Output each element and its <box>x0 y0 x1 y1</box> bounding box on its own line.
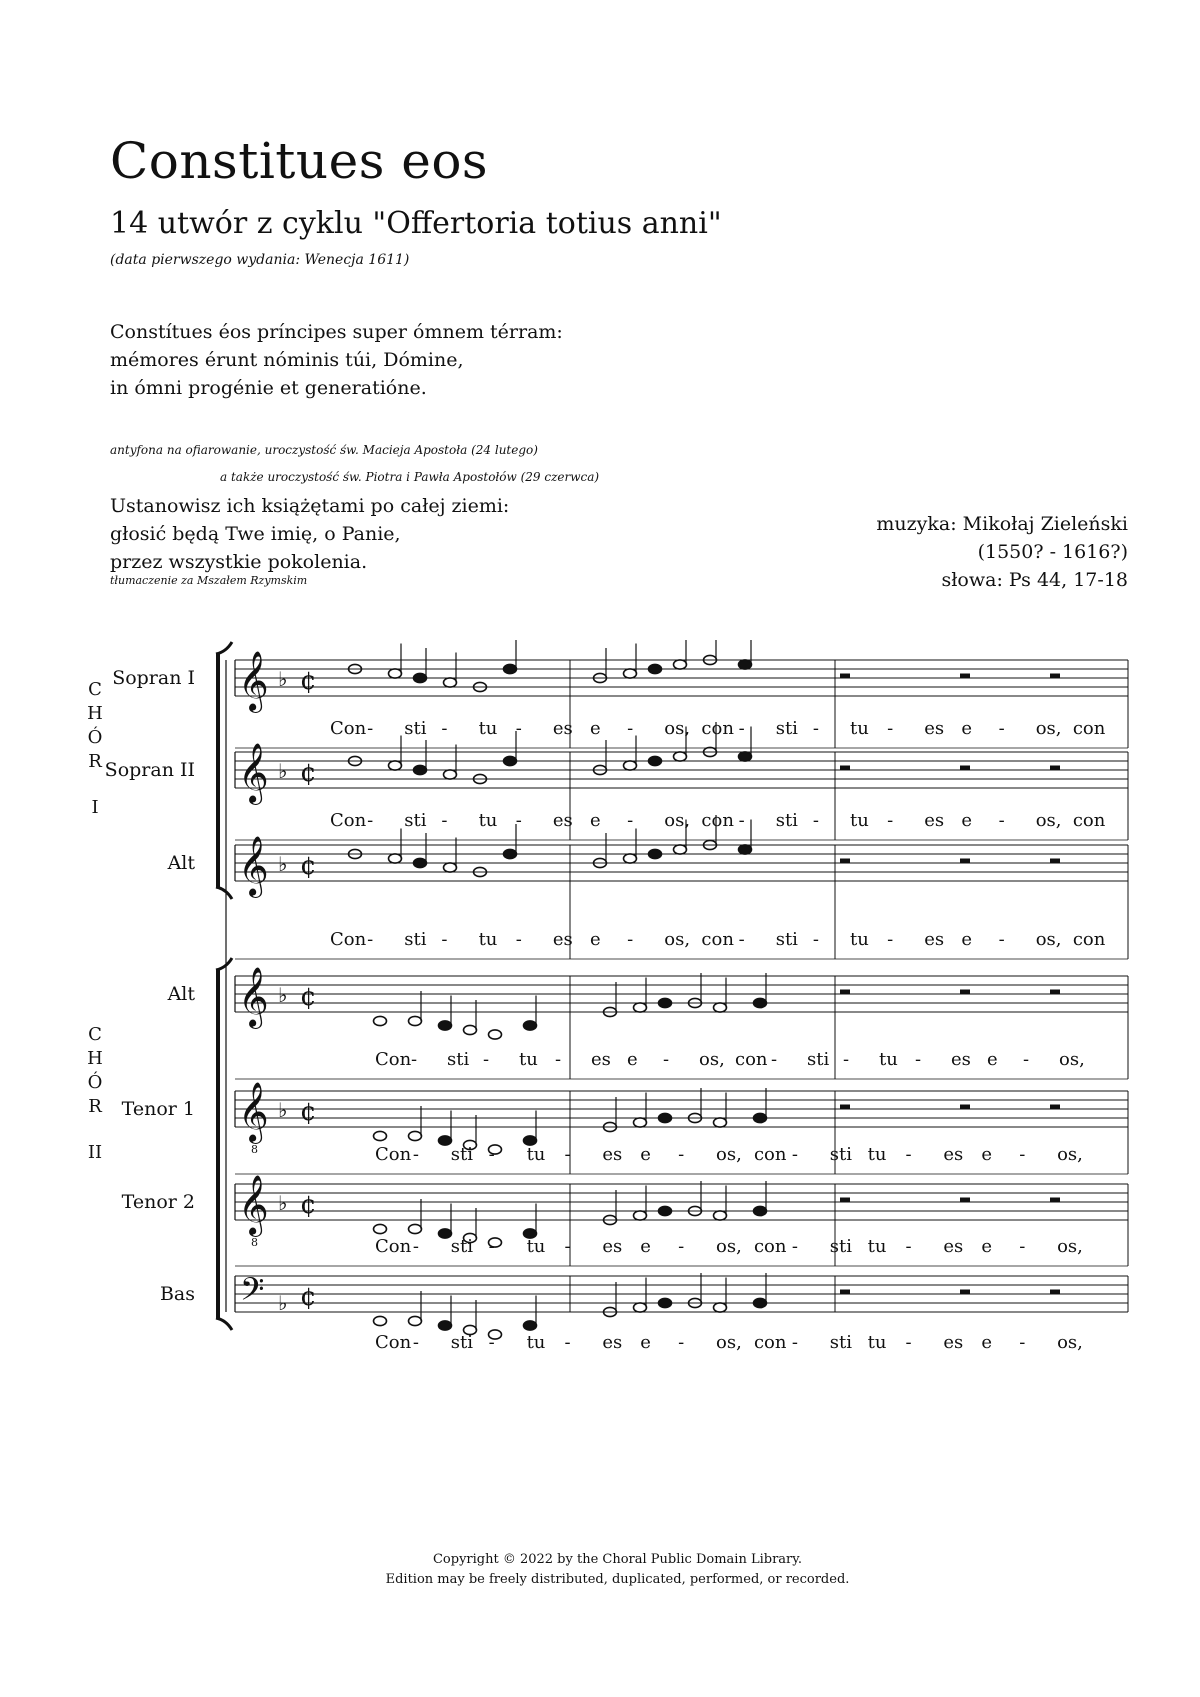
bass-clef-icon: 𝄢 <box>240 1271 265 1315</box>
latin-text <box>110 318 563 402</box>
cut-time-icon: ¢ <box>300 666 317 696</box>
note-head <box>634 1211 647 1220</box>
rest <box>1050 859 1060 864</box>
choir-number: I <box>91 797 99 818</box>
lyric-syllable: - <box>738 810 745 831</box>
rest <box>960 1290 970 1295</box>
lyric-syllable: os, <box>699 1049 725 1070</box>
treble-clef-icon: 𝄞 <box>238 743 269 803</box>
treble-clef-icon: 𝄞 <box>238 1175 269 1235</box>
cut-time-icon: ¢ <box>300 851 317 881</box>
lyric-syllable: - <box>564 1236 571 1257</box>
note-head <box>754 1113 767 1122</box>
lyric-syllable: - <box>678 1144 685 1165</box>
rest <box>1050 1198 1060 1203</box>
first-edition-note: (data pierwszego wydania: Wenecja 1611) <box>110 252 410 268</box>
note-head <box>714 1211 727 1220</box>
lyric-syllable: sti <box>450 1236 474 1257</box>
choir-2-bracket-top <box>216 958 232 970</box>
note-head <box>624 854 637 863</box>
treble-clef-icon: 𝄞 <box>238 651 269 711</box>
lyric-syllable: con <box>1072 810 1106 831</box>
lyric-syllable: - <box>564 1144 571 1165</box>
note-head <box>649 756 662 765</box>
lyric-syllable: con <box>1072 929 1106 950</box>
lyric-syllable: tu <box>867 1236 887 1257</box>
lyric-syllable: - <box>411 1049 418 1070</box>
lyric-syllable: Con <box>330 929 367 950</box>
note-head <box>739 660 752 669</box>
lyric-syllable: - <box>915 1049 922 1070</box>
lyric-syllable: - <box>441 810 448 831</box>
note-head <box>374 1316 387 1325</box>
note-head <box>439 1321 452 1330</box>
rest <box>840 990 850 995</box>
lyric-syllable: - <box>488 1144 495 1165</box>
cut-time-icon: ¢ <box>300 758 317 788</box>
key-signature-flat-icon: ♭ <box>278 667 288 691</box>
key-signature-flat-icon: ♭ <box>278 1291 288 1315</box>
lyric-syllable: - <box>812 810 819 831</box>
score-system <box>0 640 1200 1400</box>
lyric-syllable: e <box>590 718 601 739</box>
lyric-syllable: sti <box>775 718 798 739</box>
latin-line: mémores érunt nóminis túi, Dómine, <box>110 349 464 371</box>
lyric-syllable: - <box>905 1332 912 1353</box>
lyric-syllable: es <box>924 810 945 831</box>
choir-label-letter: H <box>87 1048 103 1069</box>
lyric-syllable: - <box>791 1144 798 1165</box>
lyric-syllable: - <box>441 929 448 950</box>
note-head <box>714 1118 727 1127</box>
lyric-syllable: os, <box>1057 1332 1083 1353</box>
lyric-syllable: Con <box>375 1236 412 1257</box>
lyric-syllable: - <box>998 929 1005 950</box>
lyric-syllable: - <box>791 1332 798 1353</box>
lyric-syllable: - <box>905 1144 912 1165</box>
lyric-syllable: - <box>998 810 1005 831</box>
note-head <box>754 1206 767 1215</box>
composer-dates: (1550? - 1616?) <box>977 541 1128 563</box>
lyric-syllable: Con <box>375 1144 412 1165</box>
note-head <box>524 1021 537 1030</box>
note-head <box>739 752 752 761</box>
note-head <box>439 1136 452 1145</box>
rest <box>840 859 850 864</box>
note-head <box>444 678 457 687</box>
rest <box>1050 674 1060 679</box>
polish-line: przez wszystkie pokolenia. <box>110 551 368 573</box>
lyric-syllable: Con <box>375 1332 412 1353</box>
lyric-syllable: os, <box>1035 718 1062 739</box>
lyric-syllable: - <box>1019 1236 1026 1257</box>
treble-clef-icon: 𝄞 <box>238 1082 269 1142</box>
lyric-syllable: es <box>924 929 945 950</box>
choir-label-letter: H <box>87 703 103 724</box>
rest <box>840 1290 850 1295</box>
lyric-syllable: con <box>753 1236 787 1257</box>
lyric-syllable: - <box>843 1049 850 1070</box>
note-head <box>444 770 457 779</box>
lyric-syllable: os, <box>716 1236 742 1257</box>
lyric-syllable: os, <box>1035 929 1062 950</box>
lyric-syllable: - <box>771 1049 778 1070</box>
copyright-line: Copyright © 2022 by the Choral Public Domain Library. <box>432 1552 803 1567</box>
cut-time-icon: ¢ <box>300 982 317 1012</box>
key-signature-flat-icon: ♭ <box>278 1191 288 1215</box>
voice-name: Sopran II <box>104 759 195 781</box>
choir-label-letter: Ó <box>87 1072 103 1093</box>
voice-name: Tenor 1 <box>121 1098 195 1120</box>
note-head <box>659 1298 672 1307</box>
note-head <box>659 1113 672 1122</box>
lyric-syllable: con <box>753 1332 787 1353</box>
voice-name: Sopran I <box>112 667 195 689</box>
lyric-syllable: e <box>961 718 973 739</box>
copyright-footer <box>0 1550 1200 1590</box>
lyric-syllable: tu <box>867 1332 887 1353</box>
lyric-syllable: sti <box>450 1332 474 1353</box>
lyric-syllable: e <box>981 1332 992 1353</box>
lyric-syllable: sti <box>829 1332 852 1353</box>
lyric-syllable: e <box>640 1332 651 1353</box>
lyric-syllable: - <box>564 1332 571 1353</box>
choir-label-letter: R <box>88 1096 102 1117</box>
note-head <box>659 1206 672 1215</box>
lyric-syllable: e <box>961 929 973 950</box>
lyric-syllable: - <box>441 718 448 739</box>
lyric-syllable: os, <box>664 929 691 950</box>
rest <box>1050 766 1060 771</box>
lyric-syllable: e <box>640 1144 651 1165</box>
lyric-syllable: es <box>591 1049 611 1070</box>
voice-name: Bas <box>159 1283 195 1305</box>
lyric-syllable: - <box>515 718 522 739</box>
lyric-syllable: tu <box>850 810 869 831</box>
note-head <box>374 1224 387 1233</box>
lyric-syllable: - <box>515 810 522 831</box>
lyric-syllable: os, <box>664 718 691 739</box>
note-head <box>739 845 752 854</box>
lyric-syllable: sti <box>404 718 427 739</box>
treble-clef-icon: 𝄞 <box>238 967 269 1027</box>
rest <box>960 859 970 864</box>
lyric-syllable: con <box>1072 718 1106 739</box>
lyric-syllable: - <box>367 718 374 739</box>
lyric-syllable: os, <box>716 1144 742 1165</box>
note-head <box>504 756 517 765</box>
note-head <box>409 1224 422 1233</box>
credits-block <box>876 510 1128 594</box>
choir-1-bracket-top <box>216 642 232 654</box>
key-signature-flat-icon: ♭ <box>278 1098 288 1122</box>
choir-number: II <box>87 1142 103 1163</box>
lyric-syllable: sti <box>829 1236 852 1257</box>
note-head <box>389 761 402 770</box>
lyric-syllable: sti <box>404 810 427 831</box>
lyric-syllable: - <box>1019 1332 1026 1353</box>
note-head <box>659 998 672 1007</box>
lyric-syllable: - <box>887 810 894 831</box>
note-head <box>464 1025 477 1034</box>
note-head <box>414 858 427 867</box>
rest <box>960 674 970 679</box>
lyric-syllable: - <box>812 929 819 950</box>
note-head <box>409 1016 422 1025</box>
lyric-syllable: - <box>905 1236 912 1257</box>
choir-2-bracket-bottom <box>216 1318 232 1330</box>
lyric-syllable: - <box>367 929 374 950</box>
lyric-syllable: sti <box>404 929 427 950</box>
rest <box>960 1198 970 1203</box>
polish-line: głosić będą Twe imię, o Panie, <box>110 523 401 545</box>
choir-label-letter: C <box>88 679 102 700</box>
note-head <box>439 1229 452 1238</box>
lyric-syllable: e <box>590 929 601 950</box>
lyric-syllable: - <box>791 1236 798 1257</box>
lyric-syllable: es <box>943 1236 964 1257</box>
lyric-syllable: - <box>678 1332 685 1353</box>
lyric-syllable: sti <box>447 1049 470 1070</box>
rest <box>840 674 850 679</box>
lyric-syllable: tu <box>478 810 498 831</box>
lyric-syllable: con <box>753 1144 787 1165</box>
rest <box>960 766 970 771</box>
translation-source-note: tłumaczenie za Mszałem Rzymskim <box>110 574 308 587</box>
note-head <box>649 849 662 858</box>
lyric-syllable: - <box>627 718 634 739</box>
lyric-syllable: Con <box>375 1049 412 1070</box>
liturgical-note-continued: a także uroczystość św. Piotra i Pawła Apostołów (29 czerwca) <box>220 470 600 484</box>
lyric-syllable: - <box>1023 1049 1030 1070</box>
lyric-syllable: sti <box>807 1049 830 1070</box>
lyric-syllable: tu <box>519 1049 538 1070</box>
note-head <box>674 752 687 761</box>
octave-mark: 8 <box>251 1143 258 1156</box>
lyric-syllable: tu <box>526 1144 546 1165</box>
note-head <box>414 765 427 774</box>
lyric-syllable: es <box>943 1332 964 1353</box>
lyric-syllable: - <box>483 1049 490 1070</box>
lyric-syllable: - <box>663 1049 670 1070</box>
key-signature-flat-icon: ♭ <box>278 852 288 876</box>
latin-line: in ómni progénie et generatióne. <box>110 377 427 399</box>
lyric-syllable: con <box>701 718 734 739</box>
lyric-syllable: - <box>412 1144 419 1165</box>
lyric-syllable: - <box>367 810 374 831</box>
lyric-syllable: os, <box>1057 1236 1083 1257</box>
cut-time-icon: ¢ <box>300 1190 317 1220</box>
lyric-syllable: tu <box>850 718 869 739</box>
lyric-syllable: tu <box>867 1144 887 1165</box>
lyric-syllable: es <box>602 1144 623 1165</box>
voice-name: Alt <box>167 983 195 1005</box>
note-head <box>714 1003 727 1012</box>
lyric-syllable: - <box>412 1332 419 1353</box>
lyric-syllable: - <box>887 929 894 950</box>
lyric-syllable: sti <box>829 1144 852 1165</box>
note-head <box>714 1303 727 1312</box>
note-head <box>374 1016 387 1025</box>
cut-time-icon: ¢ <box>300 1282 317 1312</box>
rest <box>960 990 970 995</box>
lyric-syllable: con <box>701 810 734 831</box>
lyric-syllable: e <box>627 1049 638 1070</box>
lyric-syllable: es <box>924 718 945 739</box>
rest <box>1050 990 1060 995</box>
rest <box>840 1198 850 1203</box>
music-score <box>0 640 1200 1400</box>
polish-line: Ustanowisz ich książętami po całej ziemi: <box>110 495 510 517</box>
note-head <box>389 669 402 678</box>
note-head <box>649 664 662 673</box>
voice-name: Alt <box>167 852 195 874</box>
polish-translation <box>110 492 509 576</box>
latin-line: Constítues éos príncipes super ómnem térram: <box>110 321 563 343</box>
page-subtitle: 14 utwór z cyklu "Offertoria totius anni" <box>110 206 722 241</box>
lyric-syllable: - <box>738 718 745 739</box>
note-head <box>504 849 517 858</box>
note-head <box>489 1030 502 1039</box>
lyric-syllable: - <box>1019 1144 1026 1165</box>
note-head <box>674 845 687 854</box>
note-head <box>409 1316 422 1325</box>
key-signature-flat-icon: ♭ <box>278 983 288 1007</box>
lyric-syllable: - <box>627 810 634 831</box>
lyric-syllable: - <box>998 718 1005 739</box>
lyric-syllable: Con <box>330 810 367 831</box>
note-head <box>754 1298 767 1307</box>
note-head <box>444 863 457 872</box>
lyric-syllable: e <box>981 1144 992 1165</box>
note-head <box>409 1131 422 1140</box>
lyric-syllable: tu <box>478 929 498 950</box>
lyric-syllable: es <box>602 1332 623 1353</box>
lyric-syllable: - <box>488 1236 495 1257</box>
lyric-syllable: os, <box>664 810 691 831</box>
words-credit: słowa: Ps 44, 17-18 <box>941 569 1128 591</box>
rest <box>960 1105 970 1110</box>
note-head <box>524 1321 537 1330</box>
rest <box>840 766 850 771</box>
page-title: Constitues eos <box>110 132 489 190</box>
liturgical-note: antyfona na ofiarowanie, uroczystość św. Macieja Apostoła (24 lutego) <box>110 443 538 457</box>
lyric-syllable: con <box>735 1049 768 1070</box>
note-head <box>674 660 687 669</box>
treble-clef-icon: 𝄞 <box>238 836 269 896</box>
lyric-syllable: es <box>552 810 573 831</box>
choir-1-bracket-bottom <box>216 887 232 899</box>
lyric-syllable: e <box>987 1049 998 1070</box>
lyric-syllable: e <box>981 1236 992 1257</box>
lyric-syllable: es <box>951 1049 971 1070</box>
rest <box>1050 1290 1060 1295</box>
lyric-syllable: e <box>590 810 601 831</box>
note-head <box>374 1131 387 1140</box>
lyric-syllable: sti <box>775 810 798 831</box>
lyric-syllable: es <box>943 1144 964 1165</box>
note-head <box>504 664 517 673</box>
lyric-syllable: - <box>738 929 745 950</box>
note-head <box>624 669 637 678</box>
octave-mark: 8 <box>251 1236 258 1249</box>
lyric-syllable: e <box>640 1236 651 1257</box>
note-head <box>439 1021 452 1030</box>
lyric-syllable: tu <box>478 718 498 739</box>
lyric-syllable: es <box>602 1236 623 1257</box>
lyric-syllable: - <box>887 718 894 739</box>
lyric-syllable: os, <box>1035 810 1062 831</box>
lyric-syllable: - <box>627 929 634 950</box>
license-line: Edition may be freely distributed, duplicated, performed, or recorded. <box>385 1572 850 1587</box>
lyric-syllable: es <box>552 929 573 950</box>
lyric-syllable: - <box>555 1049 562 1070</box>
lyric-syllable: con <box>701 929 734 950</box>
lyric-syllable: os, <box>1057 1144 1083 1165</box>
lyric-syllable: os, <box>1059 1049 1085 1070</box>
composer-credit: muzyka: Mikołaj Zieleński <box>876 513 1128 535</box>
lyric-syllable: sti <box>450 1144 474 1165</box>
rest <box>1050 1105 1060 1110</box>
lyric-syllable: tu <box>879 1049 898 1070</box>
lyric-syllable: Con <box>330 718 367 739</box>
cut-time-icon: ¢ <box>300 1097 317 1127</box>
lyric-syllable: tu <box>526 1332 546 1353</box>
rest <box>840 1105 850 1110</box>
choir-label-letter: R <box>88 751 102 772</box>
lyric-syllable: os, <box>716 1332 742 1353</box>
lyric-syllable: - <box>812 718 819 739</box>
lyric-syllable: e <box>961 810 973 831</box>
note-head <box>634 1003 647 1012</box>
lyric-syllable: - <box>678 1236 685 1257</box>
lyric-syllable: - <box>515 929 522 950</box>
choir-label-letter: Ó <box>87 727 103 748</box>
choir-label-letter: C <box>88 1024 102 1045</box>
note-head <box>754 998 767 1007</box>
note-head <box>634 1303 647 1312</box>
note-head <box>414 673 427 682</box>
lyric-syllable: tu <box>526 1236 546 1257</box>
lyric-syllable: tu <box>850 929 869 950</box>
lyric-syllable: - <box>488 1332 495 1353</box>
note-head <box>634 1118 647 1127</box>
voice-name: Tenor 2 <box>121 1191 195 1213</box>
lyric-syllable: - <box>412 1236 419 1257</box>
lyric-syllable: sti <box>775 929 798 950</box>
note-head <box>624 761 637 770</box>
lyric-syllable: es <box>552 718 573 739</box>
key-signature-flat-icon: ♭ <box>278 759 288 783</box>
note-head <box>389 854 402 863</box>
